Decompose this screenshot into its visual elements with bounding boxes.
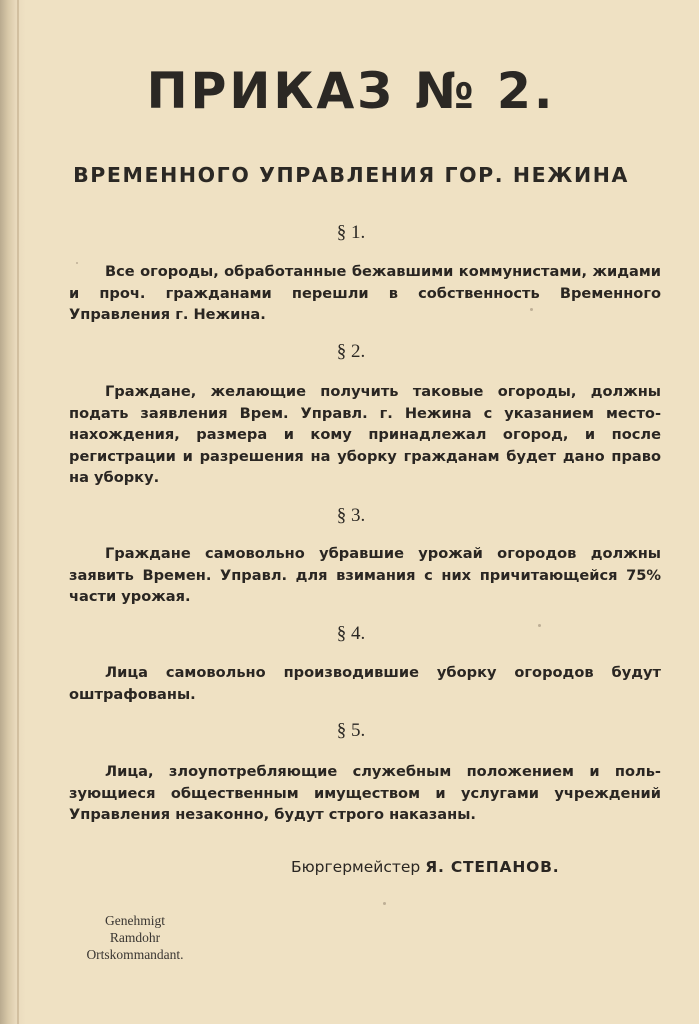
- section-text-1: [69, 261, 661, 326]
- paper-speck: [530, 308, 533, 311]
- stamp-line-3: Ortskommandant.: [86, 947, 184, 962]
- approval-stamp: [60, 912, 210, 963]
- signature-role: Бюргермейстер: [291, 858, 421, 876]
- section-text-3-body: Граждане самовольно убравшие урожай огородов должны заявить Времен. Управл. для взимания с них причитающейся 75% части урожая.: [69, 545, 661, 605]
- section-text-3: [69, 543, 661, 608]
- section-text-5-body: Лица, злоупотребляющие служебным положением и поль-зующиеся общественным имуществом и услугами учреждений Управления незаконно, будут строго наказаны.: [69, 763, 661, 823]
- stamp-line-2: Ramdohr: [109, 930, 161, 945]
- section-mark-5: § 5.: [336, 720, 366, 741]
- section-mark-3: § 3.: [336, 505, 366, 526]
- paper-speck: [538, 624, 541, 627]
- stamp-line-1: Genehmigt: [105, 913, 165, 928]
- section-mark-1: § 1.: [336, 222, 366, 243]
- document-title: ПРИКАЗ № 2.: [146, 62, 556, 120]
- section-text-4: [69, 662, 661, 705]
- paper-fold-shadow: [0, 0, 26, 1024]
- paper-speck: [383, 902, 386, 905]
- section-mark-2: § 2.: [336, 341, 366, 362]
- section-text-4-body: Лица самовольно производившие уборку огородов будут оштрафованы.: [69, 664, 661, 703]
- section-text-2: [69, 381, 661, 489]
- paper-fold-crease: [17, 0, 19, 1024]
- signature-name: Я. СТЕПАНОВ.: [425, 858, 560, 876]
- paper-speck: [76, 262, 78, 264]
- document-subtitle: ВРЕМЕННОГО УПРАВЛЕНИЯ ГОР. НЕЖИНА: [73, 163, 629, 187]
- signature-line: [291, 858, 671, 876]
- order-document: [36, 0, 666, 1024]
- section-mark-4: § 4.: [336, 623, 366, 644]
- section-text-1-body: Все огороды, обработанные бежавшими коммунистами, жидами и проч. гражданами перешли в собственность Временного Управления г. Нежина.: [69, 263, 661, 323]
- section-text-5: [69, 761, 661, 826]
- section-text-2-body: Граждане, желающие получить таковые огороды, должны подать заявления Врем. Управл. г. Нежина с указанием место-нахождения, размера и кому принадлежал огород, и после регистрации и разрешения на уборку гражданам будет дано право на уборку.: [69, 383, 661, 486]
